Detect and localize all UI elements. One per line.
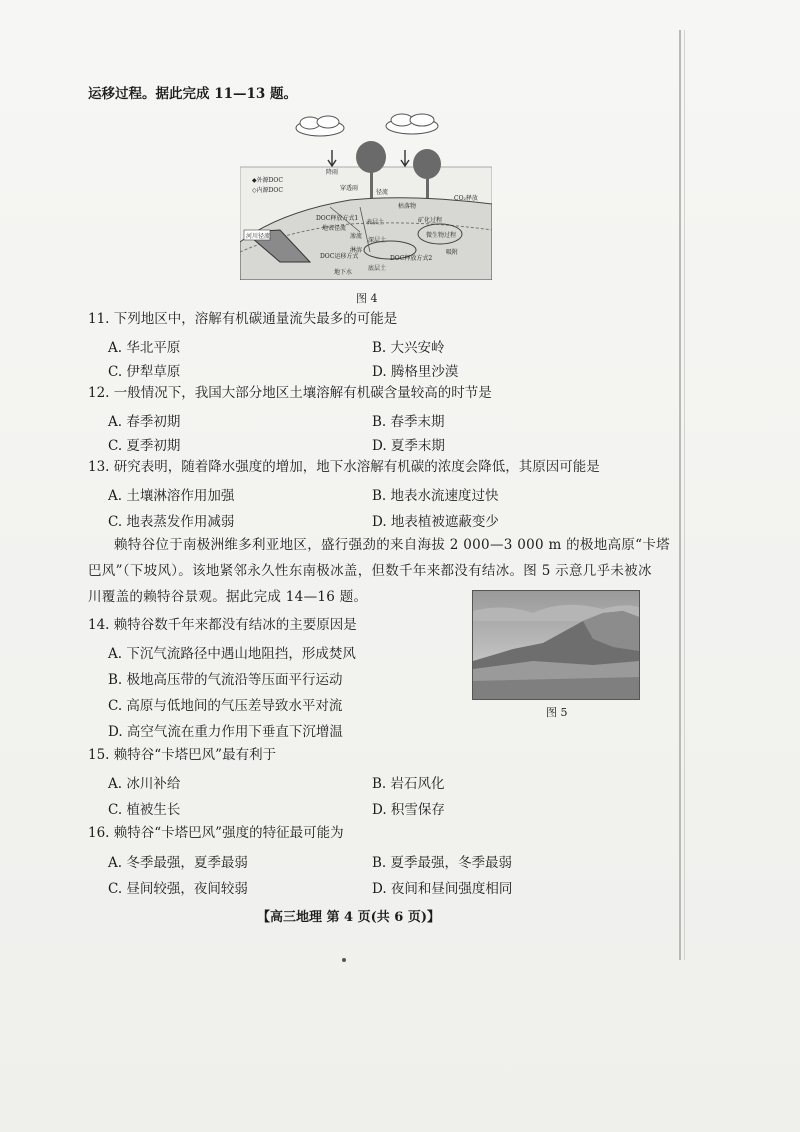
q12-option-b[interactable]: B. 春季末期 — [372, 414, 445, 430]
q13-option-b[interactable]: B. 地表水流速度过快 — [372, 488, 499, 504]
passage-line-3: 川覆盖的赖特谷景观。据此完成 14—16 题。 — [88, 589, 368, 605]
q11-option-d[interactable]: D. 腾格里沙漠 — [372, 364, 459, 380]
q11-option-c[interactable]: C. 伊犁草原 — [108, 364, 181, 380]
q15-option-a[interactable]: A. 冰川补给 — [108, 776, 181, 792]
q13-option-a[interactable]: A. 土壤淋溶作用加强 — [108, 488, 235, 504]
label-doc-release2: DOC释放方式2 — [390, 255, 433, 262]
label-microbe: 微生物过程 — [426, 232, 457, 239]
label-river: 河川径流 — [246, 233, 271, 240]
passage-line-1: 赖特谷位于南极洲维多利亚地区，盛行强劲的来自海拔 2 000—3 000 m 的极地高原“卡塔 — [114, 537, 670, 553]
q11-option-a[interactable]: A. 华北平原 — [108, 340, 181, 356]
q16-option-d[interactable]: D. 夜间和昼间强度相同 — [372, 881, 513, 897]
label-throughfall: 穿透雨 — [340, 185, 359, 192]
q16-option-c[interactable]: C. 昼间较强，夜间较弱 — [108, 881, 248, 897]
label-adsorb: 吸附 — [446, 249, 459, 256]
label-groundwater: 地下水 — [334, 269, 353, 276]
legend-internal-doc: ◇内源DOC — [252, 187, 283, 194]
page-fold-line-2 — [684, 30, 685, 960]
q11-stem: 11. 下列地区中，溶解有机碳通量流失最多的可能是 — [88, 311, 398, 327]
q14-stem: 14. 赖特谷数千年来都没有结冰的主要原因是 — [88, 617, 357, 633]
q14-option-d[interactable]: D. 高空气流在重力作用下垂直下沉增温 — [108, 724, 343, 740]
label-doc-release1: DOC释放方式1 — [316, 215, 359, 222]
q16-stem: 16. 赖特谷“卡塔巴风”强度的特征最可能为 — [88, 825, 344, 841]
q11-option-b[interactable]: B. 大兴安岭 — [372, 340, 445, 356]
q13-stem: 13. 研究表明，随着降水强度的增加，地下水溶解有机碳的浓度会降低，其原因可能是 — [88, 459, 600, 475]
label-lower-soil: 底层土 — [368, 265, 387, 272]
page-footer: 【高三地理 第 4 页(共 6 页)】 — [257, 910, 441, 925]
label-surface-soil: 表层土 — [366, 219, 385, 226]
q14-option-c[interactable]: C. 高原与低地间的气压差导致水平对流 — [108, 698, 343, 714]
label-rain: 降雨 — [326, 169, 339, 176]
q15-option-d[interactable]: D. 积雪保存 — [372, 802, 445, 818]
cloud-icon-right — [386, 114, 438, 134]
label-co2: CO₂释放 — [454, 195, 478, 202]
q13-option-c[interactable]: C. 地表蒸发作用减弱 — [108, 514, 235, 530]
scan-speck — [342, 958, 346, 962]
label-infiltration: 渗流 — [350, 233, 363, 240]
q14-option-a[interactable]: A. 下沉气流路径中遇山地阻挡，形成焚风 — [108, 646, 356, 662]
cloud-icon-left — [296, 116, 344, 136]
intro-line: 运移过程。据此完成 11—13 题。 — [88, 86, 297, 102]
q12-stem: 12. 一般情况下，我国大部分地区土壤溶解有机碳含量较高的时节是 — [88, 385, 492, 401]
label-surface-runoff: 地表径流 — [322, 225, 347, 232]
q12-option-a[interactable]: A. 春季初期 — [108, 414, 181, 430]
figure4-caption: 图 4 — [356, 292, 378, 305]
legend-external-doc: ◆外源DOC — [252, 177, 283, 184]
q15-option-c[interactable]: C. 植被生长 — [108, 802, 181, 818]
figure5-caption: 图 5 — [546, 706, 568, 719]
label-leach: 淋溶 — [350, 247, 363, 254]
q15-stem: 15. 赖特谷“卡塔巴风”最有利于 — [88, 747, 277, 763]
passage-line-2: 巴风”（下坡风）。该地紧邻永久性东南极冰盖，但数千年来都没有结冰。图 5 示意几乎未被冰 — [88, 563, 652, 579]
label-mineralization: 矿化过程 — [418, 217, 443, 224]
label-doc-transport: DOC运移方式 — [320, 253, 359, 260]
q14-option-b[interactable]: B. 极地高压带的气流沿等压面平行运动 — [108, 672, 343, 688]
figure4-diagram — [240, 112, 492, 280]
q13-option-d[interactable]: D. 地表植被遮蔽变少 — [372, 514, 499, 530]
q15-option-b[interactable]: B. 岩石风化 — [372, 776, 445, 792]
label-stemflow: 径流 — [376, 189, 389, 196]
q12-option-c[interactable]: C. 夏季初期 — [108, 438, 181, 454]
q12-option-d[interactable]: D. 夏季末期 — [372, 438, 445, 454]
figure5-photo — [472, 590, 640, 700]
label-litter: 枯落物 — [398, 203, 417, 210]
q16-option-a[interactable]: A. 冬季最强，夏季最弱 — [108, 855, 248, 871]
page-fold-line — [679, 30, 681, 960]
label-deep-soil: 深层土 — [368, 237, 387, 244]
q16-option-b[interactable]: B. 夏季最强，冬季最弱 — [372, 855, 513, 871]
